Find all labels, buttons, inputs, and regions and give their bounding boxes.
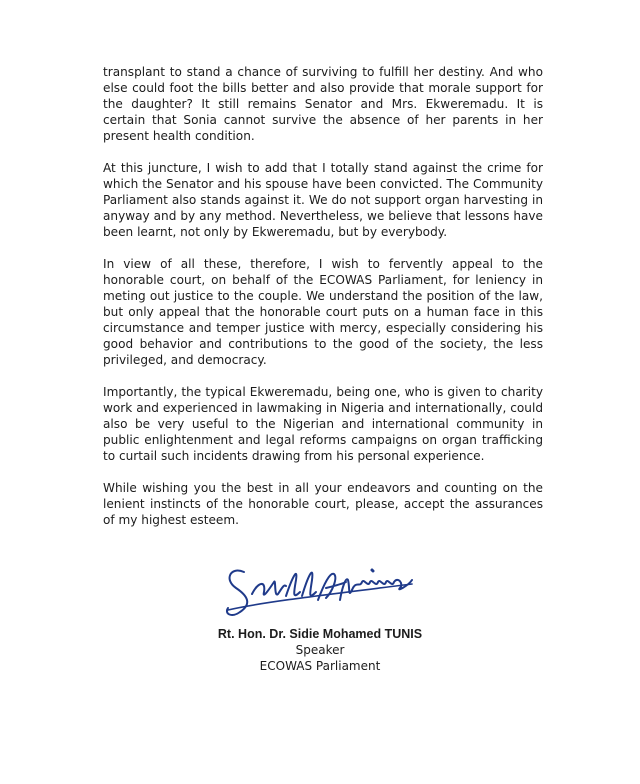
paragraph-5: While wishing you the best in all your endeavors and counting on the lenient instincts of the honorable court, please, accept the assurances of my highest esteem. (103, 481, 543, 527)
signatory-organization: ECOWAS Parliament (259, 659, 381, 673)
signatory-name: Rt. Hon. Dr. Sidie Mohamed TUNIS (217, 627, 423, 641)
letter-body (103, 64, 543, 544)
paragraph-3: In view of all these, therefore, I wish to fervently appeal to the honorable court, on behalf of the ECOWAS Parliament, for leniency in meting out justice to the couple. We understand the position of the law, but only appeal that the honorable court puts on a human face in this circumstance and temper justice with mercy, especially considering his good behavior and contributions to the good of the society, the less privileged, and democracy. (103, 257, 543, 367)
handwritten-signature (222, 558, 418, 624)
paragraph-4: Importantly, the typical Ekweremadu, being one, who is given to charity work and experienced in lawmaking in Nigeria and internationally, could also be very useful to the Nigerian and international community in public enlightenment and legal reforms campaigns on organ trafficking to curtail such incidents drawing from his personal experience. (103, 385, 543, 463)
signatory-block (150, 626, 490, 674)
signatory-title: Speaker (295, 643, 345, 657)
paragraph-1: transplant to stand a chance of surviving to fulfill her destiny. And who else could foot the bills better and also provide that morale support for the daughter? It still remains Senator and Mrs. Ekweremadu. It is certain that Sonia cannot survive the absence of her parents in her present health condition. (103, 65, 543, 143)
signature-image (222, 558, 418, 624)
paragraph-2: At this juncture, I wish to add that I totally stand against the crime for which the Senator and his spouse have been convicted. The Community Parliament also stands against it. We do not support organ harvesting in anyway and by any method. Nevertheless, we believe that lessons have been learnt, not only by Ekweremadu, but by everybody. (103, 161, 543, 239)
